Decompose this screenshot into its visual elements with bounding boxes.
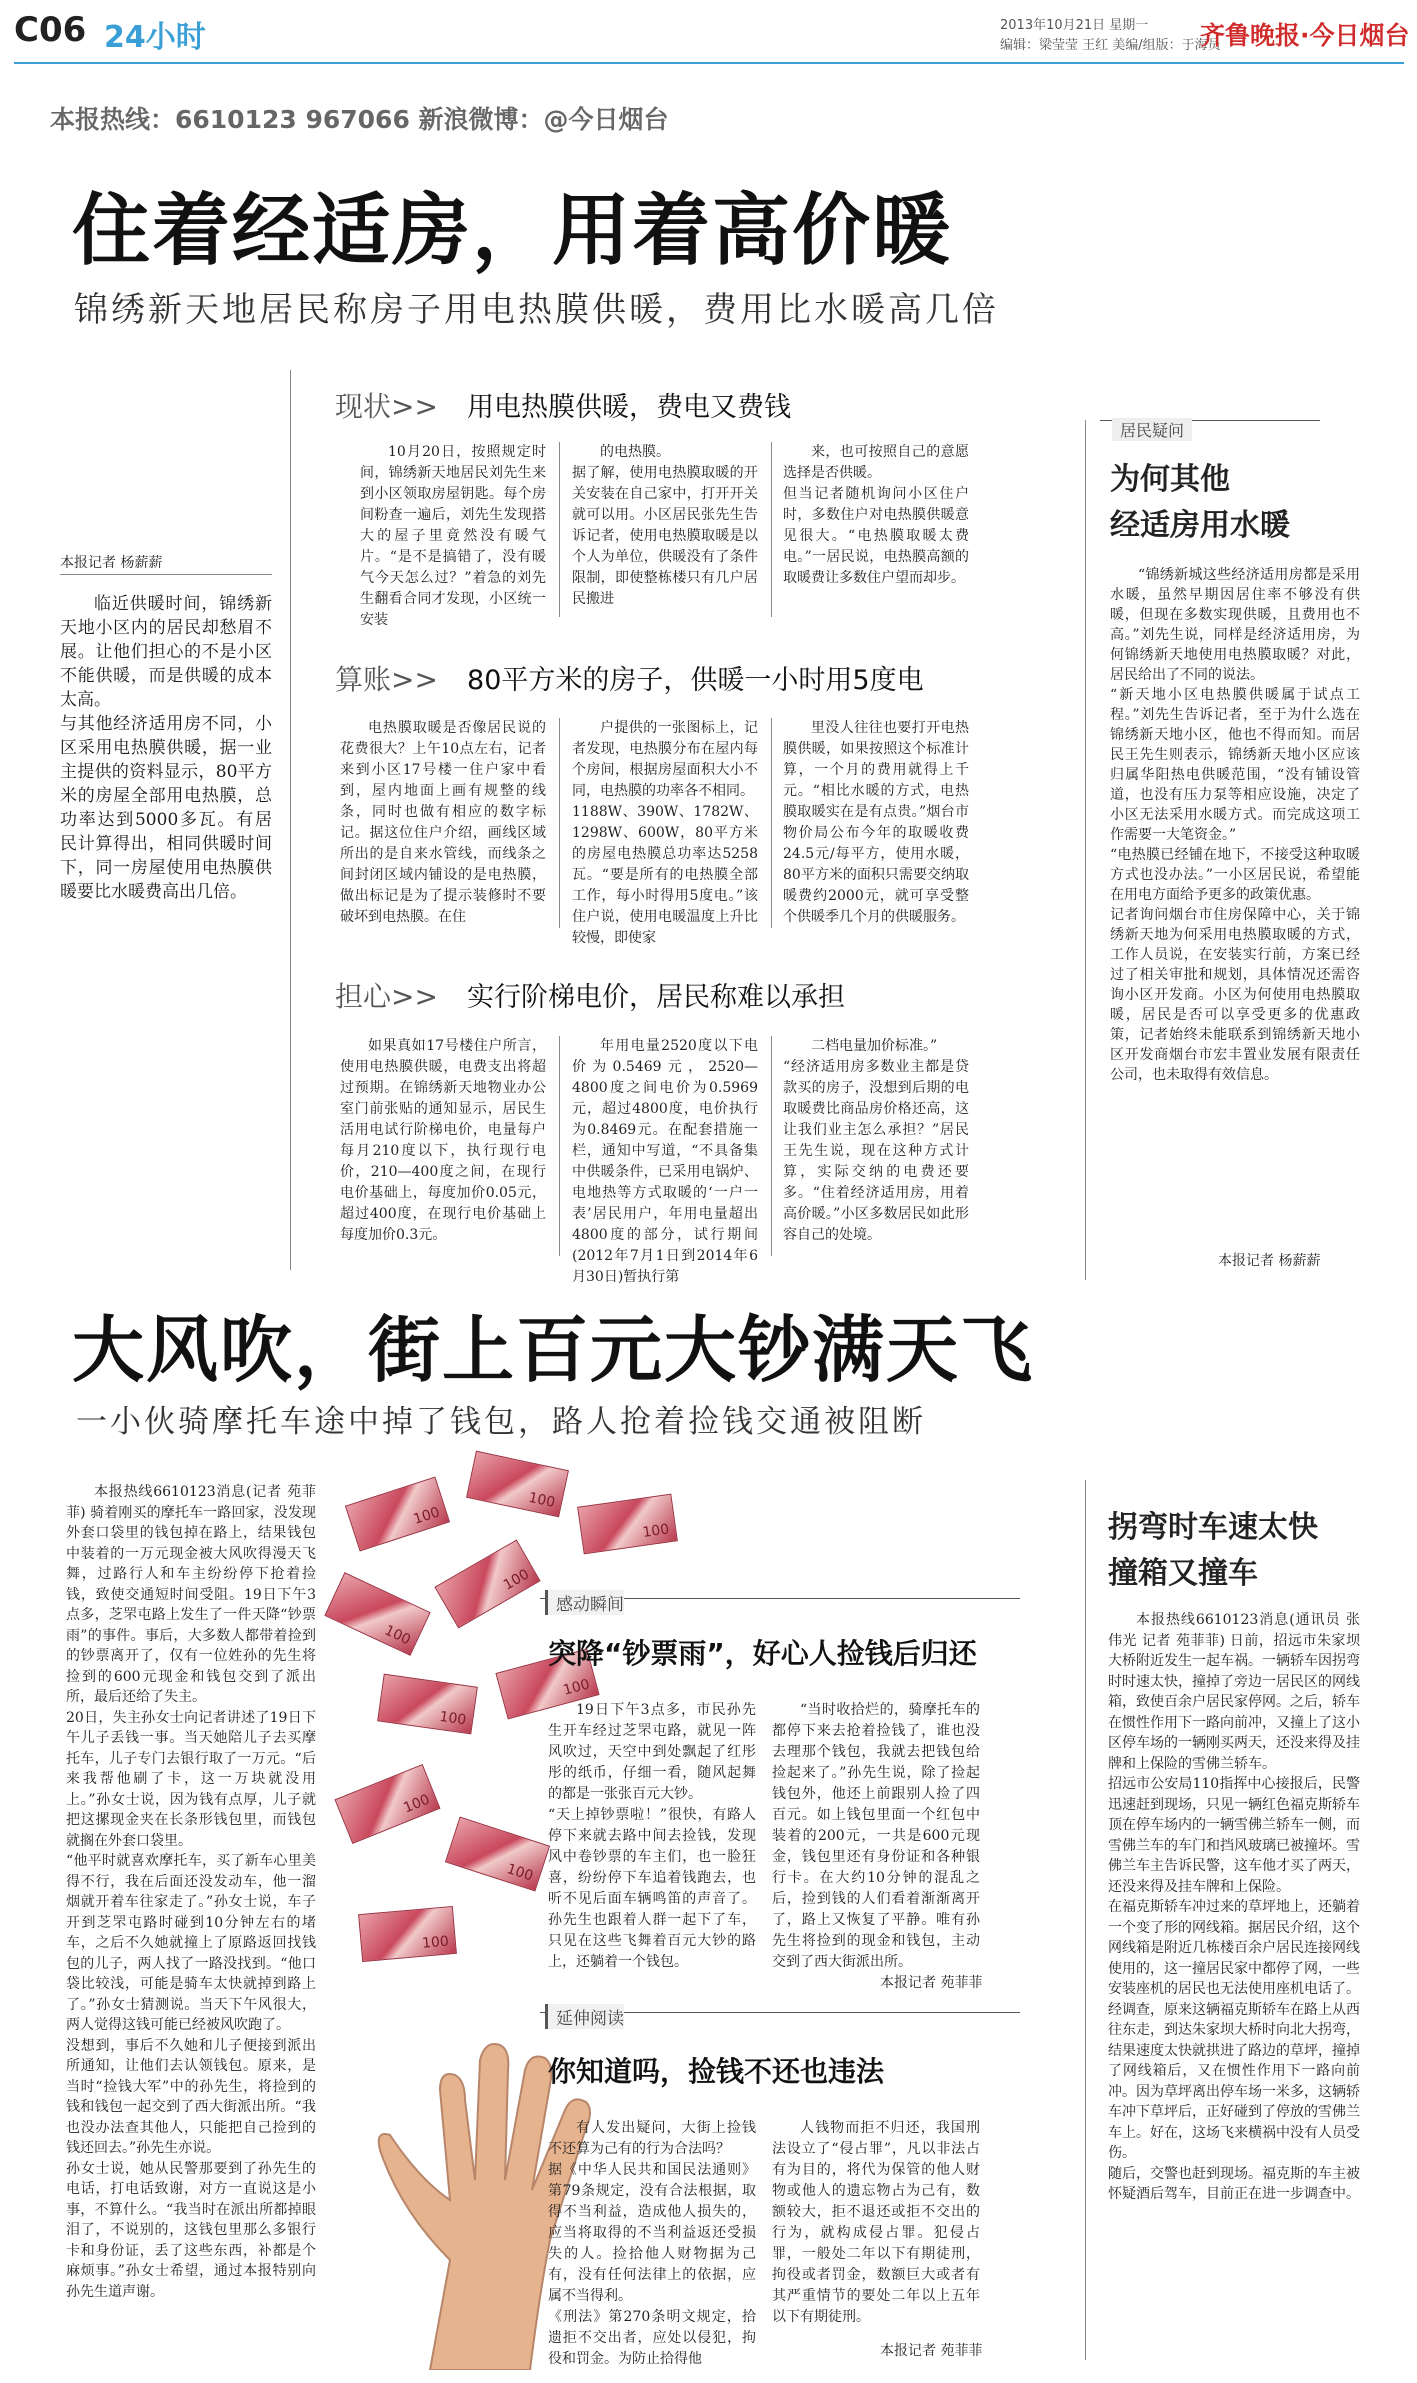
sidebar-title-line2: 经适房用水暖 <box>1110 508 1290 543</box>
body-column: 10月20日，按照规定时间，锦绣新天地居民刘先生来到小区领取房屋钥匙。每个房间粉查一遍后，刘先生发现搭大的屋子里竟然没有暖气片。“是不是搞错了，没有暖气今天怎么过？”着急的刘先生翻看合同才发现，小区统一安装 <box>360 444 546 628</box>
section-tag: 担心>> <box>335 980 438 1013</box>
box-byline: 本报记者 苑菲菲 <box>880 1975 983 1991</box>
body-column: 的电热膜。 据了解，使用电热膜取暖的开关安装在自己家中，打开开关就可以用。小区居民张先生告诉记者，使用电热膜取暖是以个人为单位，供暖没有了条件限制，即使整栋楼只有几户居民搬进 <box>572 444 758 607</box>
banknote-image <box>466 1451 569 1518</box>
byline-1: 本报记者 杨薪薪 <box>60 555 163 571</box>
body-column: 里没人往往也要打开电热膜供暖，如果按照这个标准计算，一个月的费用就得上千元。“相比水暖的方式，电热膜取暖实在是有点贵。”烟台市物价局公布今年的取暖收费24.5元/每平方，使用水暖，80平方米的面积只需要交纳取暖费约2000元，就可享受整个供暖季几个月的供暖服务。 <box>783 720 969 925</box>
box-title: 突降“钞票雨”，好心人捡钱后归还 <box>548 1637 977 1670</box>
sidebar-byline: 本报记者 杨薪薪 <box>1218 1253 1321 1269</box>
sidebar-body: “锦绣新城这些经济适用房都是采用水暖，虽然早期因居住率不够没有供暖，但现在多数实现供暖，且费用也不高。”刘先生说，同样是经济适用房，为何锦绣新天地使用电热膜取暖？对此，居民给出了不同的说法。 “新天地小区电热膜供暖属于试点工程。”刘先生告诉记者，至于为什么选在锦绣新天地小区，他也不得而知。而居民王先生则表示，锦绣新天地小区应该归属华阳热电供暖范围，“没有铺设管道，也没有压力泵等相应设施，决定了小区无法采用水暖方式。而完成这项工作需要一大笔资金。” “电热膜已经铺在地下，不接受这种取暖方式也没办法。”一小区居民说，希望能在用电方面给予更多的政策优惠。 记者询问烟台市住房保障中心，关于锦绣新天地为何采用电热膜取暖的方式，工作人员说，在安装实行前，方案已经过了相关审批和规划，具体情况还需咨询小区开发商。小区为何使用电热膜取暖，居民是否可以享受更多的优惠政策，记者始终未能联系到锦绣新天地小区开发商烟台市宏丰置业发展有限责任公司，也未取得有效信息。 <box>1110 567 1360 1083</box>
body-column: 户提供的一张图标上，记者发现，电热膜分布在屋内每个房间，根据房屋面积大小不同，电热膜的功率各不相同。 1188W、390W、1782W、1298W、600W，80平方米的房屋电热膜总功率达5258瓦。“要是所有的电热膜全部工作，每小时得用5度电。”该住户说，使用电暖温度上升比较慢，即使家 <box>572 720 758 946</box>
hotline-bar: 本报热线：6610123 967066 新浪微博：@今日烟台 <box>50 105 669 134</box>
body-column: 二档电量加价标准。” “经济适用房多数业主都是贷款买的房子，没想到后期的电取暖费比商品房价格还高，这让我们业主怎么承担？”居民王先生说，现在这种方式计算，实际交纳的电费还要多。“住着经济适用房，用着高价暖。”小区多数居民如此形容自己的处境。 <box>783 1038 969 1243</box>
sidebar-title-line1: 为何其他 <box>1110 462 1230 497</box>
body-column: 年用电量2520度以下电价为0.5469元，2520—4800度之间电价为0.5969元，超过4800度，电价执行为0.8469元。在配套措施一栏，通知中写道，“不具备集中供暖条件，已采用电锅炉、电地热等方式取暖的‘一户一表’居民用户，年用电量超出4800度的部分，试行期间(2012年7月1日到2014年6月30日)暂执行第 <box>572 1038 758 1285</box>
section-header-calc <box>335 658 924 698</box>
editor-credits: 编辑：梁莹莹 王红 美编/组版：于海员 <box>1000 38 1221 53</box>
box-body-column: “当时收拾烂的，骑摩托车的都停下来去抢着捡钱了，谁也没去理那个钱包，我就去把钱包给捡起来了。”孙先生说，除了捡起钱包外，他还上前跟别人捡了四百元。如上钱包里面一个红包中装着的200元，一共是600元现金，钱包里还有身份证和各种银行卡。在大约10分钟的混乱之后，捡到钱的人们看着渐渐离开了，路上又恢复了平静。唯有孙先生将捡到的现金和钱包，主动交到了西大街派出所。 <box>772 1702 980 1970</box>
section-header-status <box>335 385 791 425</box>
banknote-image <box>445 1816 550 1891</box>
headline-2: 大风吹，街上百元大钞满天飞 <box>72 1308 1035 1392</box>
box-body-column: 人钱物而拒不归还，我国刑法设立了“侵占罪”，凡以非法占有为目的，将代为保管的他人财物或他人的遗忘物占为己有，数额较大，拒不退还或拒不交出的行为，就构成侵占罪。犯侵占罪，一般处二年以下有期徒刑，拘役或者罚金，数额巨大或者有其严重情节的要处二年以上五年以下有期徒刑。 <box>772 2120 980 2325</box>
box-byline: 本报记者 苑菲菲 <box>880 2343 983 2359</box>
banknote-image <box>334 1764 440 1844</box>
sidebar2-title-line1: 拐弯时车速太快 <box>1108 1510 1318 1545</box>
box-label: 延伸阅读 <box>545 2004 624 2029</box>
banknote-image <box>345 1476 450 1551</box>
headline-1: 住着经适房，用着高价暖 <box>72 186 953 276</box>
subheadline-2: 一小伙骑摩托车途中掉了钱包，路人抢着捡钱交通被阻断 <box>76 1404 926 1440</box>
sidebar2-title-line2: 撞箱又撞车 <box>1108 1556 1258 1591</box>
banknote-image <box>358 1906 457 1962</box>
banknote-image <box>377 1674 478 1735</box>
section-name: 24小时 <box>104 20 206 55</box>
article2-body: 本报热线6610123消息(记者 苑菲菲) 骑着刚买的摩托车一路回家，没发现外套口袋里的钱包掉在路上，结果钱包中装着的一万元现金被大风吹得漫天飞舞，过路行人和车主纷纷停下抢着捡钱，致使交通短时间受阻。19日下午3点多，芝罘屯路上发生了一件天降“钞票雨”的事件。事后，大多数人都带着捡到的钞票离开了，仅有一位姓孙的先生将捡到的600元现金和钱包交到了派出所，最后还给了失主。 20日，失主孙女士向记者讲述了19日下午儿子丢钱一事。当天她陪儿子去买摩托车，儿子专门去银行取了一万元。“后来我帮他刷了卡，这一万块就没用上。”孙女士说，因为钱有点厚，儿子就把这摞现金夹在长条形钱包里，而钱包就搁在外套口袋里。 “他平时就喜欢摩托车，买了新车心里美得不行，我在后面还没发动车，他一溜烟就开着车往家走了。”孙女士说，车子开到芝罘屯路时碰到10分钟左右的堵车，之后不久她就撞上了原路返回找钱包的儿子，两人找了一路没找到。“他口袋比较浅，可能是骑车太快就掉到路上了。”孙女士猜测说。当天下午风很大，两人觉得这钱可能已经被风吹跑了。 没想到，事后不久她和儿子便接到派出所通知，让他们去认领钱包。原来，是当时“捡钱大军”中的孙先生，将捡到的钱和钱包一起交到了西大街派出所。“我也没办法查其他人，只能把自己捡到的钱还回去。”孙先生亦说。 孙女士说，她从民警那要到了孙先生的电话，打电话致谢，对方一直说这是小事，不算什么。“我当时在派出所都掉眼泪了，不说别的，这钱包里那么多银行卡和身份证，丢了这些东西，补都是个麻烦事。”孙女士希望，通过本报特别向孙先生道声谢。 <box>66 1484 316 2300</box>
sidebar-label: 居民疑问 <box>1112 418 1192 441</box>
section-tag: 算账>> <box>335 663 438 696</box>
section-title: 用电热膜供暖，费电又费钱 <box>467 392 792 423</box>
body-column: 来，也可按照自己的意愿选择是否供暖。 但当记者随机询问小区住户时，多数住户对电热膜供暖意见很大。“电热膜取暖太费电。”一居民说，电热膜高额的取暖费让多数住户望而却步。 <box>783 444 969 586</box>
issue-date: 2013年10月21日 星期一 <box>1000 18 1149 33</box>
subheadline-1: 锦绣新天地居民称房子用电热膜供暖，费用比水暖高几倍 <box>74 290 999 330</box>
body-column: 如果真如17号楼住户所言，使用电热膜供暖，电费支出将超过预期。在锦绣新天地物业办公室门前张贴的通知显示，居民生活用电试行阶梯电价，电量每户每月210度以下，执行现行电价，210—400度之间，在现行电价基础上，每度加价0.05元，超过400度，在现行电价基础上每度加价0.3元。 <box>340 1038 546 1243</box>
section-header-worry <box>335 975 845 1015</box>
section-tag: 现状>> <box>335 390 438 423</box>
body-column: 电热膜取暖是否像居民说的花费很大？上午10点左右，记者来到小区17号楼一住户家中看到，屋内地面上画有规整的线条，同时也做有相应的数字标记。据这位住户介绍，画线区域所出的是自来水管线，而线条之间封闭区域内铺设的是电热膜，做出标记是为了提示装修时不要破坏到电热膜。在住 <box>340 720 546 925</box>
section-title: 80平方米的房子，供暖一小时用5度电 <box>467 665 924 696</box>
banknote-image <box>577 1494 678 1555</box>
newspaper-brand: 齐鲁晚报·今日烟台 <box>1200 21 1410 50</box>
box-body-column: 19日下午3点多，市民孙先生开车经过芝罘屯路，就见一阵风吹过，天空中到处飘起了红彤彤的纸币，仔细一看，随风起舞的都是一张张百元大钞。 “天上掉钞票啦！”很快，有路人停下来就去路中间去捡钱，发现风中卷钞票的车主们，也一脸狂喜，纷纷停下车追着钱跑去，也听不见后面车辆鸣笛的声音了。孙先生也跟着人群一起下了车，只见在这些飞舞着百元大钞的路上，还躺着一个钱包。 <box>548 1702 756 1970</box>
banknote-image <box>434 1539 540 1628</box>
box-body-column: 有人发出疑问，大街上捡钱不还算为己有的行为合法吗？ 据《中华人民共和国民法通则》第79条规定，没有合法根据，取得不当利益，造成他人损失的，应当将取得的不当利益返还受损失的人。捡拾他人财物据为己有，没有任何法律上的依据，应属不当得利。 《刑法》第270条明文规定，拾遗拒不交出者，应处以侵犯，拘役和罚金。为防止拾得他 <box>548 2120 756 2367</box>
box-label: 感动瞬间 <box>545 1590 624 1615</box>
lead-paragraph: 临近供暖时间，锦绣新天地小区内的居民却愁眉不展。让他们担心的不是小区不能供暖，而是供暖的成本太高。 与其他经济适用房不同，小区采用电热膜供暖，据一业主提供的资料显示，80平方米的房屋全部用电热膜，总功率达到5000多瓦。有居民计算得出，相同供暖时间下，同一房屋使用电热膜供暖要比水暖费高出几倍。 <box>60 594 272 902</box>
section-title: 实行阶梯电价，居民称难以承担 <box>467 982 846 1013</box>
banknote-image <box>324 1572 430 1656</box>
sidebar2-body: 本报热线6610123消息(通讯员 张伟光 记者 苑菲菲) 日前，招远市朱家坝大桥附近发生一起车祸。一辆轿车因拐弯时时速太快，撞掉了旁边一居民区的网线箱，致使百余户居民家停网。之后，轿车在惯性作用下一路向前冲，又撞上了这小区停车场的一辆刚买两天，还没来得及挂牌和上保险的雪佛兰轿车。 招远市公安局110指挥中心接报后，民警迅速赶到现场，只见一辆红色福克斯轿车顶在停车场内的一辆雪佛兰轿车一侧，而雪佛兰车的车门和挡风玻璃已被撞坏。雪佛兰车主告诉民警，这车他才买了两天，还没来得及挂车牌和上保险。 在福克斯轿车冲过来的草坪地上，还躺着一个变了形的网线箱。据居民介绍，这个网线箱是附近几栋楼百余户居民连接网线使用的，这一撞居民家中都停了网，一些安装座机的居民也无法使用座机电话了。 经调查，原来这辆福克斯轿车在路上从西往东走，到达朱家坝大桥时向北大拐弯，结果速度太快就拱进了路边的草坪，撞掉了网线箱后，又在惯性作用下一路向前冲。因为草坪离出停车场一米多，这辆轿车冲下草坪后，正好碰到了停放的雪佛兰车上。好在，这场飞来横祸中没有人员受伤。 随后，交警也赶到现场。福克斯的车主被怀疑酒后驾车，目前正在进一步调查中。 <box>1108 1612 1360 2202</box>
page-number: C06 <box>14 10 87 50</box>
box-title: 你知道吗，捡钱不还也违法 <box>548 2055 885 2088</box>
